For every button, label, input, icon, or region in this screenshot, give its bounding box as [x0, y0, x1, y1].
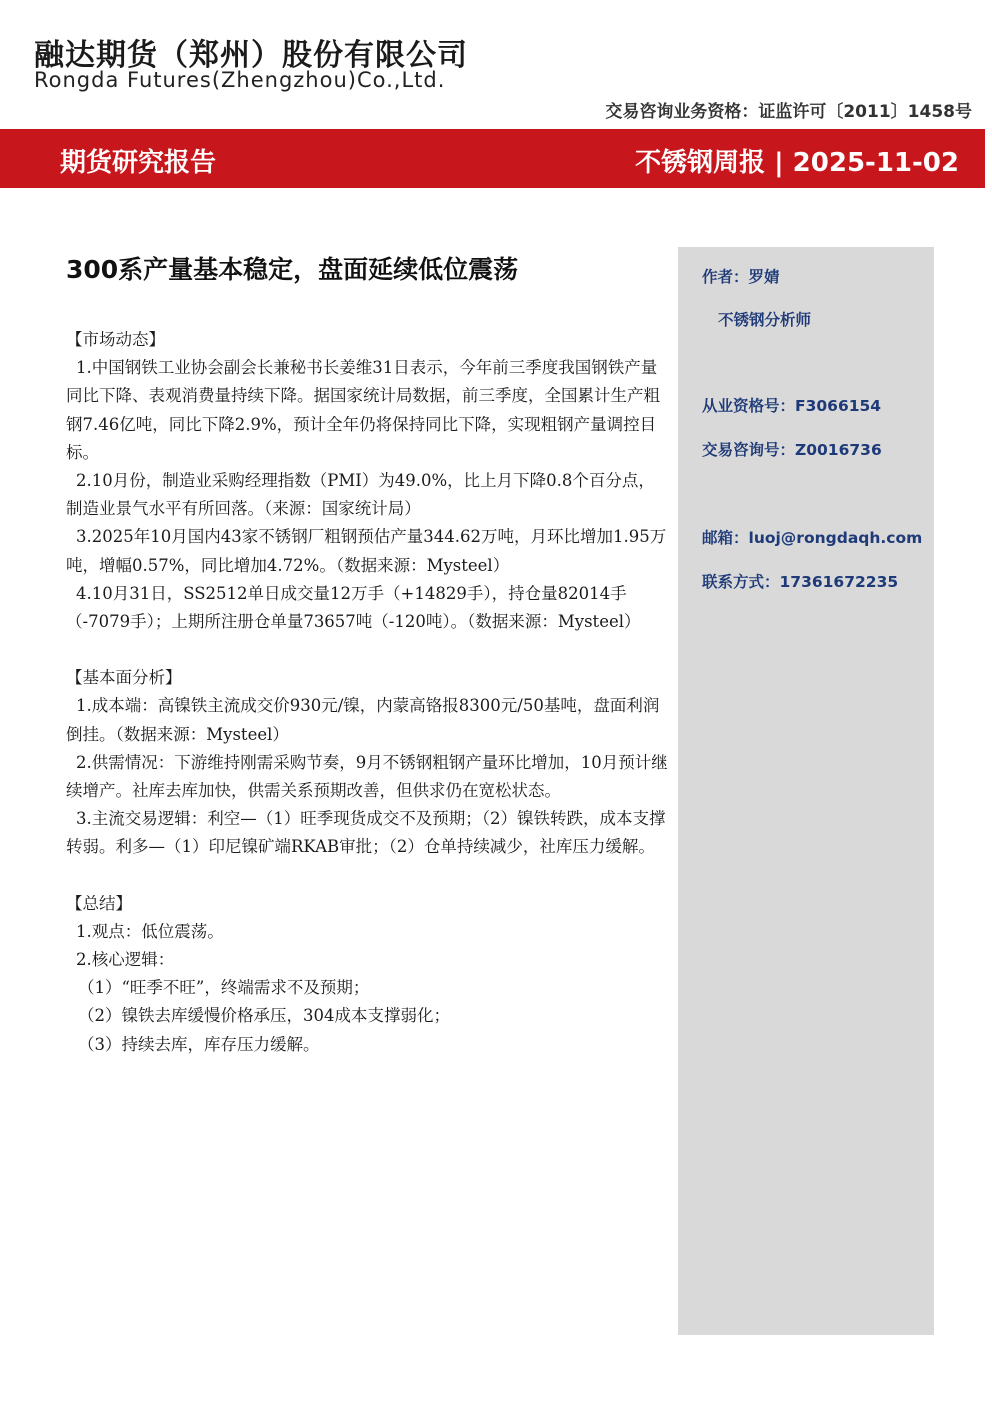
section-heading: 【总结】: [66, 893, 132, 913]
summary-logic-label: 2.核心逻辑：: [76, 950, 175, 970]
company-name-en: Rongda Futures(Zhengzhou)Co.,Ltd.: [34, 68, 446, 92]
market-item: 3.2025年10月国内43家不锈钢厂粗钢预估产量344.62万吨，月环比增加1.95万吨，增幅0.57%，同比增加4.72%。（数据来源：Mysteel）: [66, 527, 667, 575]
market-item: 2.10月份，制造业采购经理指数（PMI）为49.0%，比上月下降0.8个百分点，制造业景气水平有所回落。（来源：国家统计局）: [66, 471, 655, 519]
company-name-cn: 融达期货（郑州）股份有限公司: [34, 38, 468, 73]
author-email: 邮箱：luoj@rongdaqh.com: [702, 529, 923, 547]
summary-section: [66, 890, 670, 1059]
author-phone: 联系方式：17361672235: [702, 573, 899, 591]
qualification-text: 交易咨询业务资格：证监许可〔2011〕1458号: [605, 102, 972, 122]
report-banner: [0, 129, 985, 188]
fundamental-item: 2.供需情况：下游维持刚需采购节奏，9月不锈钢粗钢产量环比增加，10月预计继续增产。社库去库加快，供需关系预期改善，但供求仍在宽松状态。: [66, 752, 668, 801]
author-role: 不锈钢分析师: [718, 311, 812, 329]
author-name: 作者：罗婧: [702, 268, 780, 286]
report-body: [66, 250, 670, 1087]
market-item: 1.中国钢铁工业协会副会长兼秘书长姜维31日表示，今年前三季度我国钢铁产量同比下降、表观消费量持续下降。据国家统计局数据，前三季度，全国累计生产粗钢7.46亿吨，同比下降2.9%，预计全年仍将保持同比下降，实现粗钢产量调控目标。: [66, 358, 660, 462]
report-title: 300系产量基本稳定，盘面延续低位震荡: [66, 255, 519, 284]
market-item: 4.10月31日，SS2512单日成交量12万手（+14829手），持仓量82014手（-7079手）；上期所注册仓单量73657吨（-120吨）。（数据来源：Mysteel）: [66, 583, 641, 632]
summary-logic-item: （2）镍铁去库缓慢价格承压，304成本支撑弱化；: [78, 1006, 450, 1026]
summary-view: 1.观点：低位震荡。: [76, 921, 224, 941]
consult-number: 交易咨询号：Z0016736: [702, 441, 882, 459]
fundamental-item: 1.成本端：高镍铁主流成交价930元/镍，内蒙高铬报8300元/50基吨，盘面利润倒挂。（数据来源：Mysteel）: [66, 696, 660, 744]
author-sidebar: [678, 247, 934, 1335]
summary-logic-item: （1）“旺季不旺”，终端需求不及预期；: [78, 978, 370, 998]
section-heading: 【基本面分析】: [66, 668, 182, 688]
fundamental-analysis-section: [66, 664, 670, 861]
banner-report-type: 期货研究报告: [60, 148, 217, 178]
section-heading: 【市场动态】: [66, 330, 165, 349]
banner-report-name-date: 不锈钢周报 | 2025-11-02: [635, 148, 959, 178]
market-dynamics-section: [66, 326, 670, 636]
summary-logic-item: （3）持续去库，库存压力缓解。: [78, 1034, 320, 1054]
fundamental-item: 3.主流交易逻辑：利空—（1）旺季现货成交不及预期；（2）镍铁转跌，成本支撑转弱。利多—（1）印尼镍矿端RKAB审批；（2）仓单持续减少，社库压力缓解。: [66, 809, 666, 857]
license-number: 从业资格号：F3066154: [702, 397, 882, 415]
